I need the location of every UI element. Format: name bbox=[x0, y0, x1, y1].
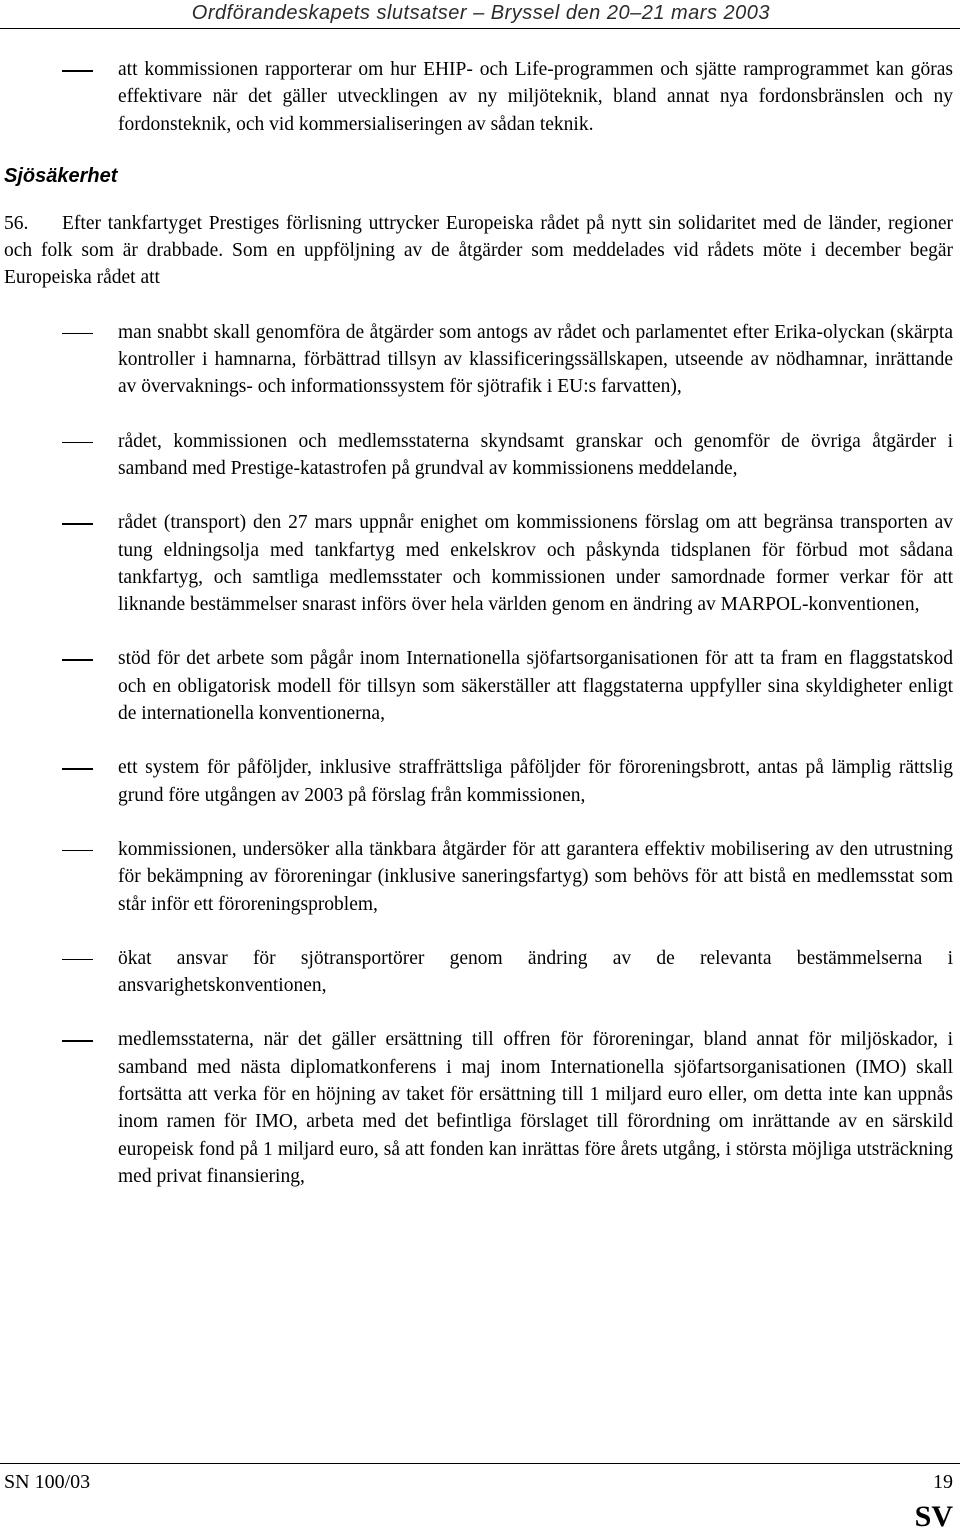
dash-text: rådet (transport) den 27 mars uppnår enighet om kommissionens förslag om att begränsa transporten av tung eldningsolja med tankfartyg med enkelskrov och påskynda tidsplanen för förbud mot sådana tankfartyg, och samtliga medlemsstater och kommissionen under samordnade former verkar för att liknande bestämmelser snarast införs över hela världen genom en ändring av MARPOL-konventionen, bbox=[118, 512, 953, 616]
dash-item-8 bbox=[0, 1026, 960, 1190]
dash-bullet bbox=[62, 768, 93, 770]
dash-bullet bbox=[62, 523, 93, 525]
dash-text: stöd för det arbete som pågår inom Internationella sjöfartsorganisationen för att ta fram en flaggstatskod och en obligatorisk modell för tillsyn som säkerställer att flaggstaterna uppfyller sina skyldigheter enligt de internationella konventionerna, bbox=[118, 648, 953, 725]
dash-text: kommissionen, undersöker alla tänkbara åtgärder för att garantera effektiv mobilisering av den utrustning för bekämpning av föroreningar (inklusive saneringsfartyg) som behövs för att bistå en medlemsstat som står inför ett föroreningsproblem, bbox=[118, 838, 953, 915]
paragraph-56 bbox=[0, 210, 960, 292]
dash-item-1 bbox=[0, 319, 960, 401]
dash-bullet bbox=[62, 1040, 93, 1042]
paragraph-number: 56. bbox=[4, 212, 29, 234]
dash-item-5 bbox=[0, 754, 960, 809]
dash-text: medlemsstaterna, när det gäller ersättning till offren för föroreningar, bland annat för miljöskador, i samband med nästa diplomatkonferens i maj inom Internationella sjöfartsorganisationen (IMO) skall fortsätta att verka för en höjning av taket för ersättning till 1 miljard euro eller, om detta inte kan uppnås inom ramen för IMO, arbeta med det befintliga förslaget till förordning om inrättande av en särskild europeisk fond på 1 miljard euro, så att fonden kan inrättas före årets utgång, i största möjliga utsträckning med privat finansiering, bbox=[118, 1029, 953, 1187]
dash-item-2 bbox=[0, 428, 960, 483]
dash-bullet bbox=[62, 659, 93, 661]
dash-bullet bbox=[62, 333, 93, 335]
dash-text: att kommissionen rapporterar om hur EHIP- och Life-programmen och sjätte ramprogrammet kan göras effektivare när det gäller utvecklingen av ny miljöteknik, bland annat nya fordonsbränslen och ny fordonsteknik, och vid kommersialiseringen av sådan teknik. bbox=[118, 59, 953, 135]
dash-text: rådet, kommissionen och medlemsstaterna skyndsamt granskar och genomför de övriga åtgärder i samband med Prestige-katastrofen på grundval av kommissionens meddelande, bbox=[118, 430, 953, 479]
dash-bullet bbox=[62, 850, 93, 852]
dash-text: ett system för påföljder, inklusive straffrättsliga påföljder för föroreningsbrott, antas på lämplig rättslig grund före utgången av 2003 på förslag från kommissionen, bbox=[118, 757, 953, 806]
dash-bullet bbox=[62, 959, 93, 961]
dash-bullet bbox=[62, 70, 93, 72]
dash-text: ökat ansvar för sjötransportörer genom ändring av de relevanta bestämmelserna i ansvarighetskonventionen, bbox=[118, 947, 953, 997]
page-header bbox=[0, 0, 960, 29]
document-reference: SN 100/03 bbox=[4, 1471, 91, 1493]
language-code: SV bbox=[914, 1500, 953, 1533]
page-number: 19 bbox=[933, 1471, 953, 1493]
dash-item-4 bbox=[0, 645, 960, 727]
dash-text: man snabbt skall genomföra de åtgärder som antogs av rådet och parlamentet efter Erika-olyckan (skärpta kontroller i hamnarna, förbättrad tillsyn av klassificeringssällskapen, utseende av nödhamnar, inrättande av övervaknings- och informationssystem för sjötrafik i EU:s farvatten), bbox=[118, 321, 953, 398]
document-body bbox=[0, 56, 960, 1190]
dash-item-6 bbox=[0, 836, 960, 918]
dash-item-7 bbox=[0, 945, 960, 1000]
section-heading: Sjösäkerhet bbox=[4, 164, 118, 187]
running-title: Ordförandeskapets slutsatser – Bryssel den 20–21 mars 2003 bbox=[191, 2, 770, 24]
dash-item-intro bbox=[0, 56, 960, 138]
dash-bullet bbox=[62, 442, 93, 444]
footer-rule bbox=[0, 1463, 960, 1464]
dash-item-3 bbox=[0, 509, 960, 618]
paragraph-text: Efter tankfartyget Prestiges förlisning uttrycker Europeiska rådet på nytt sin solidaritet med de länder, regioner och folk som är drabbade. Som en uppföljning av de åtgärder som meddelades vid rådets möte i december begär Europeiska rådet att bbox=[4, 212, 953, 289]
